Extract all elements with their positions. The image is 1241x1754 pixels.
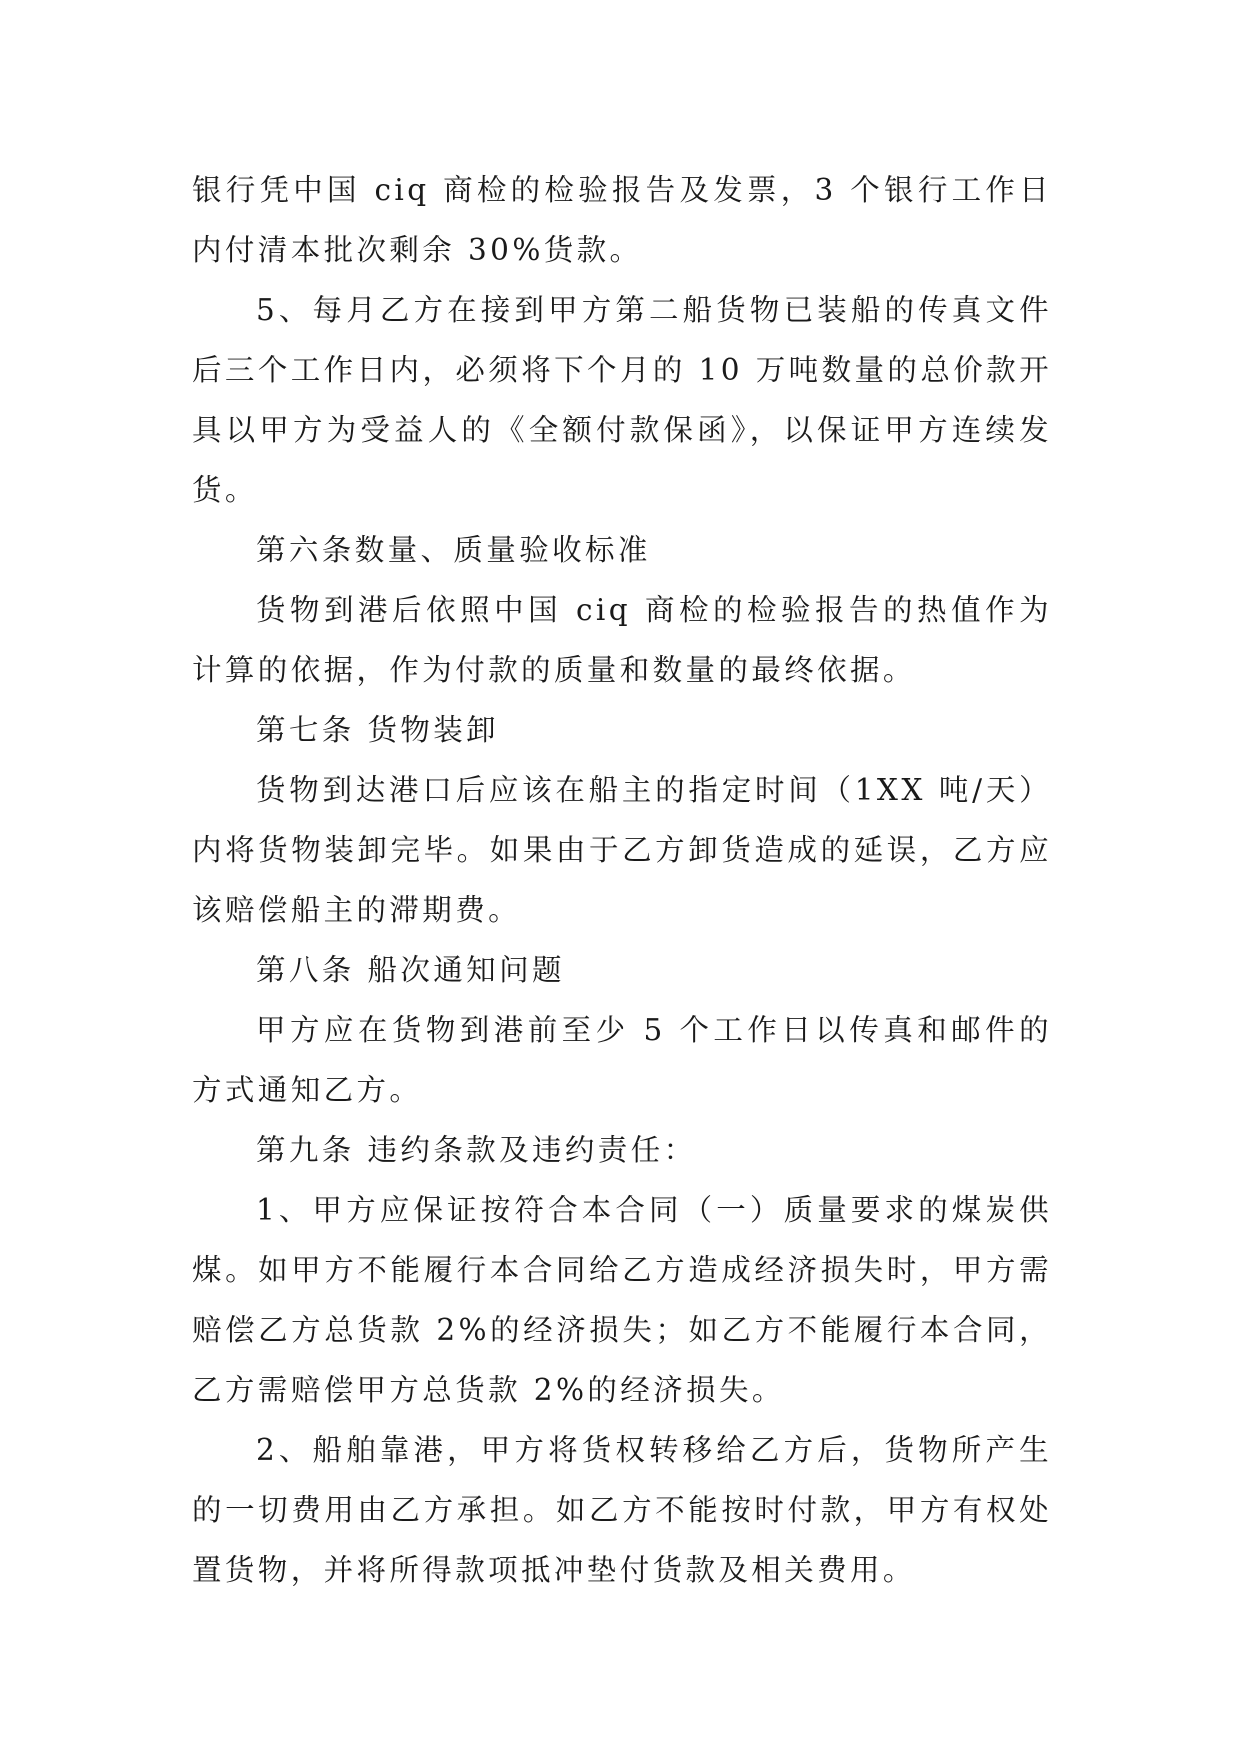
heading-article-7: 第七条 货物装卸 — [256, 713, 500, 747]
heading-article-9: 第九条 违约条款及违约责任： — [256, 1133, 697, 1167]
paragraph-article-7-body: 货物到达港口后应该在船主的指定时间（1XX 吨/天）内将货物装卸完毕。如果由于乙方卸货造成的延误，乙方应该赔偿船主的滞期费。 — [192, 773, 1052, 927]
contract-body — [192, 160, 1052, 1600]
paragraph-article-9-item-1: 1、甲方应保证按符合本合同（一）质量要求的煤炭供煤。如甲方不能履行本合同给乙方造成经济损失时，甲方需赔偿乙方总货款 2%的经济损失；如乙方不能履行本合同，乙方需赔偿甲方总货款 2%的经济损失。 — [192, 1193, 1052, 1407]
paragraph-article-8-body: 甲方应在货物到港前至少 5 个工作日以传真和邮件的方式通知乙方。 — [192, 1013, 1052, 1107]
paragraph-article-9-item-2: 2、船舶靠港，甲方将货权转移给乙方后，货物所产生的一切费用由乙方承担。如乙方不能按时付款，甲方有权处置货物，并将所得款项抵冲垫付货款及相关费用。 — [192, 1433, 1052, 1587]
paragraph-payment-balance: 银行凭中国 ciq 商检的检验报告及发票，3 个银行工作日内付清本批次剩余 30%货款。 — [192, 173, 1052, 267]
heading-article-6: 第六条数量、质量验收标准 — [256, 533, 651, 567]
paragraph-article-6-body: 货物到港后依照中国 ciq 商检的检验报告的热值作为计算的依据，作为付款的质量和数量的最终依据。 — [192, 593, 1052, 687]
paragraph-clause-5-guarantee: 5、每月乙方在接到甲方第二船货物已装船的传真文件后三个工作日内，必须将下个月的 10 万吨数量的总价款开具以甲方为受益人的《全额付款保函》，以保证甲方连续发货。 — [192, 293, 1052, 507]
heading-article-8: 第八条 船次通知问题 — [256, 953, 565, 987]
